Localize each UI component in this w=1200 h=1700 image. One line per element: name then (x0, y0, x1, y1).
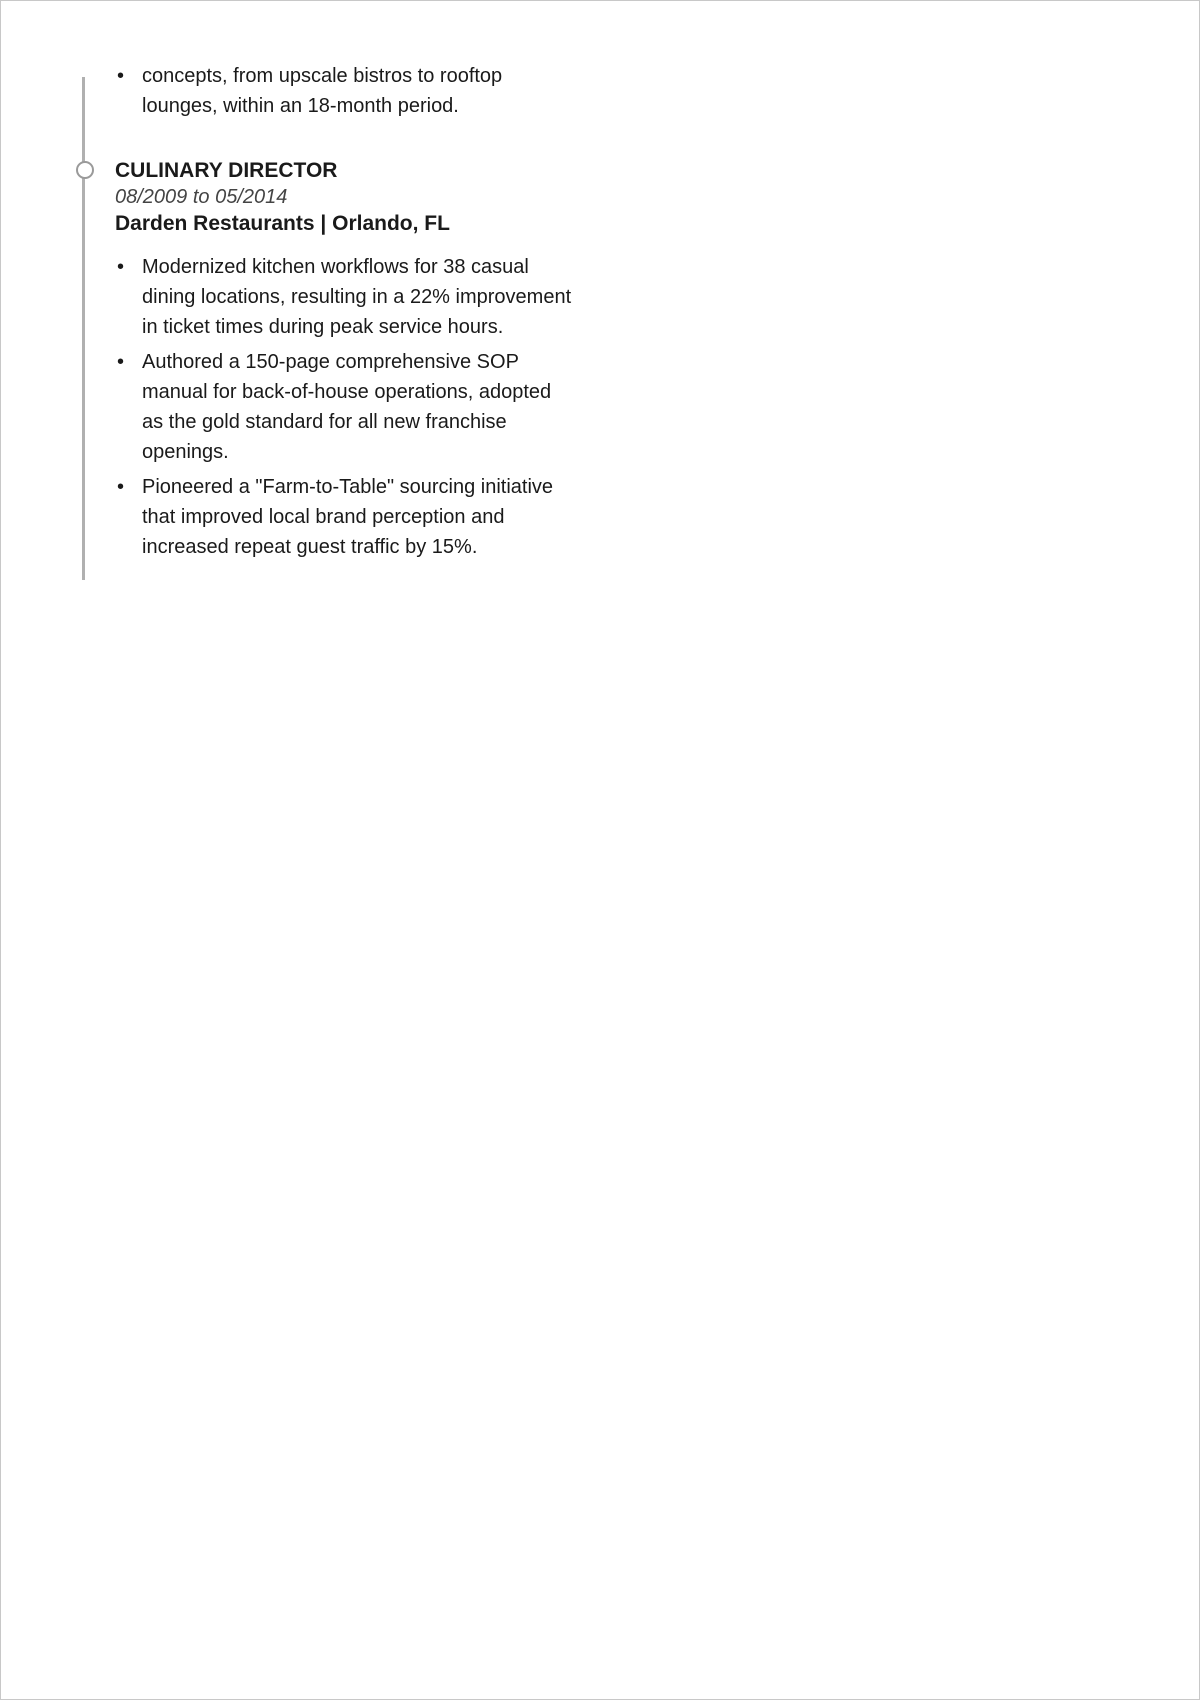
bullet-item: • Authored a 150-page comprehensive SOP manual for back-of-house operations, adopted as the gold standard for all new franchise openings. (115, 347, 575, 467)
timeline-line (82, 77, 85, 580)
timeline-node-icon (76, 161, 94, 179)
job-bullets (115, 252, 575, 562)
bullet-item: • Modernized kitchen workflows for 38 casual dining locations, resulting in a 22% improvement in ticket times during peak service hours. (115, 252, 575, 342)
bullet-item: • Pioneered a "Farm-to-Table" sourcing initiative that improved local brand perception and increased repeat guest traffic by 15%. (115, 472, 575, 562)
bullet-item: • concepts, from upscale bistros to rooftop lounges, within an 18-month period. (115, 61, 575, 121)
job-dates: 08/2009 to 05/2014 (115, 186, 288, 208)
experience-entry (115, 157, 575, 567)
previous-entry-bullets (115, 61, 575, 121)
job-company: Darden Restaurants | Orlando, FL (115, 212, 450, 235)
previous-entry-continuation (115, 61, 575, 121)
job-title: CULINARY DIRECTOR (115, 159, 338, 182)
